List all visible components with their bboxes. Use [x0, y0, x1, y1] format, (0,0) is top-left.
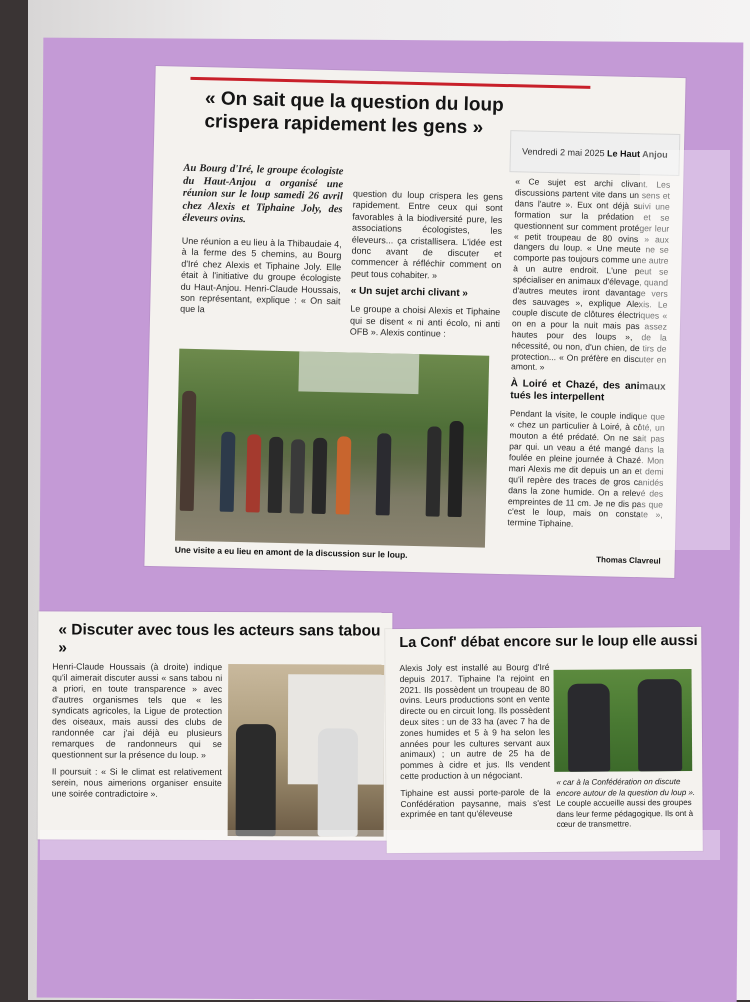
photo-person: [236, 724, 276, 836]
left-article-clipping: [38, 611, 393, 840]
photo-person: [318, 728, 358, 836]
right-article-clipping: [385, 627, 703, 853]
photo-person: [376, 433, 392, 515]
left-article-body: [52, 661, 223, 806]
photo-person: [312, 438, 328, 514]
main-col2-p2: Le groupe a choisi Alexis et Tiphaine qui se disent « ni anti écolo, ni anti OFB ». Alexis continue :: [349, 303, 501, 339]
photo-person: [268, 437, 284, 513]
main-column-2: [349, 189, 502, 348]
photo-person: [426, 426, 442, 516]
joly-couple-photo: [554, 669, 693, 772]
photo-person: [448, 421, 464, 517]
right-photo-caption: [556, 777, 696, 830]
right-caption-text: Le couple accueille aussi des groupes dans leur ferme pédagogique. Ils ont à cœur de transmettre.: [556, 797, 694, 829]
main-article-title: « On sait que la question du loup crispera rapidement les gens »: [204, 88, 504, 139]
right-article-title: La Conf' débat encore sur le loup elle aussi: [399, 632, 698, 652]
photo-person: [246, 434, 262, 512]
main-col3-p2: Pendant la visite, le couple indique que « chez un particulier à Loiré, à côté, un mouton a été prédaté. On ne sait pas par qui. un veau a été mangé dans la foulée en pleine journée à Chazé. Mon mari Alexis me dit depuis un an et demi qu'il repère des traces de gros canidés dans la zone humide. On a relevé des empreintes de 11 cm. Je ne dis pas que c'est le loup, mais on constate », termine Tiphaine.: [507, 408, 666, 530]
main-lede: Au Bourg d'Iré, le groupe écologiste du Haut-Anjou a organisé une réunion sur le loup samedi 26 avril chez Alexis et Tiphaine Joly, des éleveurs ovins.: [182, 162, 344, 226]
tape-strip: [40, 830, 720, 860]
author-signature: Thomas Clavreul: [596, 555, 661, 566]
main-article-clipping: [144, 66, 685, 578]
right-article-p2: Tiphaine est aussi porte-parole de la Confédération paysanne, mais s'est exprimée en tant qu'éleveuse: [400, 786, 551, 820]
photo-sky: [298, 351, 419, 394]
main-column-1: [180, 163, 344, 325]
main-col3-heading: À Loiré et Chazé, des animaux tués les interpellent: [510, 378, 666, 404]
date-text: Vendredi 2 mai 2025: [521, 146, 605, 159]
photo-person: [638, 679, 683, 771]
photo-person: [220, 432, 236, 512]
right-caption-quote: « car à la Confédération on discute encore autour de la question du loup ».: [556, 777, 696, 798]
left-article-p1: Henri-Claude Houssais (à droite) indique qu'il aimerait discuter aussi « sans tabou ni a priori, en toute transparence » avec d'autres organismes tels que « les syndicats agricoles, la Ligue de protection des oiseaux, mais aussi des clubs de randonnée car j'ai déjà eu plusieurs remarques de randonneurs qui se questionnent sur la présence du loup. »: [51, 661, 223, 760]
section-name: Le Haut Anjou: [606, 148, 668, 160]
houssais-photo: [228, 664, 385, 837]
photo-person: [290, 439, 306, 513]
photo-person: [336, 436, 352, 514]
right-article-p1: Alexis Joly est installé au Bourg d'Iré depuis 2017. Tiphaine l'a rejoint en 2021. Ils possèdent un troupeau de 80 ovins. Leurs productions sont en vente directe ou en circuit long. Ils possèdent deux sites : un de 33 ha (avec 7 ha de zones humides et 5 à 9 ha selon les années pour les cultures servant aux animaux) ; un autre de 25 ha de pommes à cidre et jus. Ils vendent cette production à un négociant.: [399, 661, 551, 781]
main-col2-p1: question du loup crispera les gens rapidement. Entre ceux qui sont favorables à la biodiversité pure, les associations écologistes, les éleveurs... ça cristallisera. L'idée est donc avant de discuter et commencer à réfléchir comment on peut tous cohabiter. »: [350, 188, 503, 281]
left-article-title: « Discuter avec tous les acteurs sans tabou »: [58, 621, 381, 657]
tape-strip: [640, 150, 730, 550]
photo-person: [568, 684, 611, 772]
photo-person: [180, 391, 197, 511]
main-photo-caption: Une visite a eu lieu en amont de la discussion sur le loup.: [174, 544, 408, 560]
main-col3-p1: « Ce sujet est archi clivant. Les discussions partent vite dans un sens et dans l'autre ». Eux ont déjà suivi une formation sur la prédation et se questionnent sur comment protéger leur « petit troupeau de 80 ovins » aux dangers du loup. « Une meute ne se comporte pas toujours comme une autre à un autre endroit. L'une peut se spécialiser en animaux d'élevage, quand d'autres meutes iront davantage vers des sauvages », explique Alexis. Le couple discute de clôtures électriques « on en a pour la nuit mais pas assez hautes pour des loups », de la nécessité, ou non, d'un chien, de tirs de protection... « On préfère en discuter en amont. »: [510, 176, 671, 373]
main-col1-body: Une réunion a eu lieu à la Thibaudaie 4, à la ferme des 5 chemins, au Bourg d'Iré chez Alexis et Tiphaine Joly. Elle était à l'initiative du groupe écologiste du Haut-Anjou. Henri-Claude Houssais, son représentant, explique : « On sait que la: [180, 235, 342, 315]
right-article-body: [399, 662, 550, 826]
group-visit-photo: [175, 349, 489, 548]
red-rule: [190, 77, 590, 89]
main-col2-heading: « Un sujet archi clivant »: [350, 285, 469, 300]
left-article-p2: Il poursuit : « Si le climat est relativement serein, nous aimerions organiser ensuite une soirée contradictoire ».: [51, 766, 222, 799]
